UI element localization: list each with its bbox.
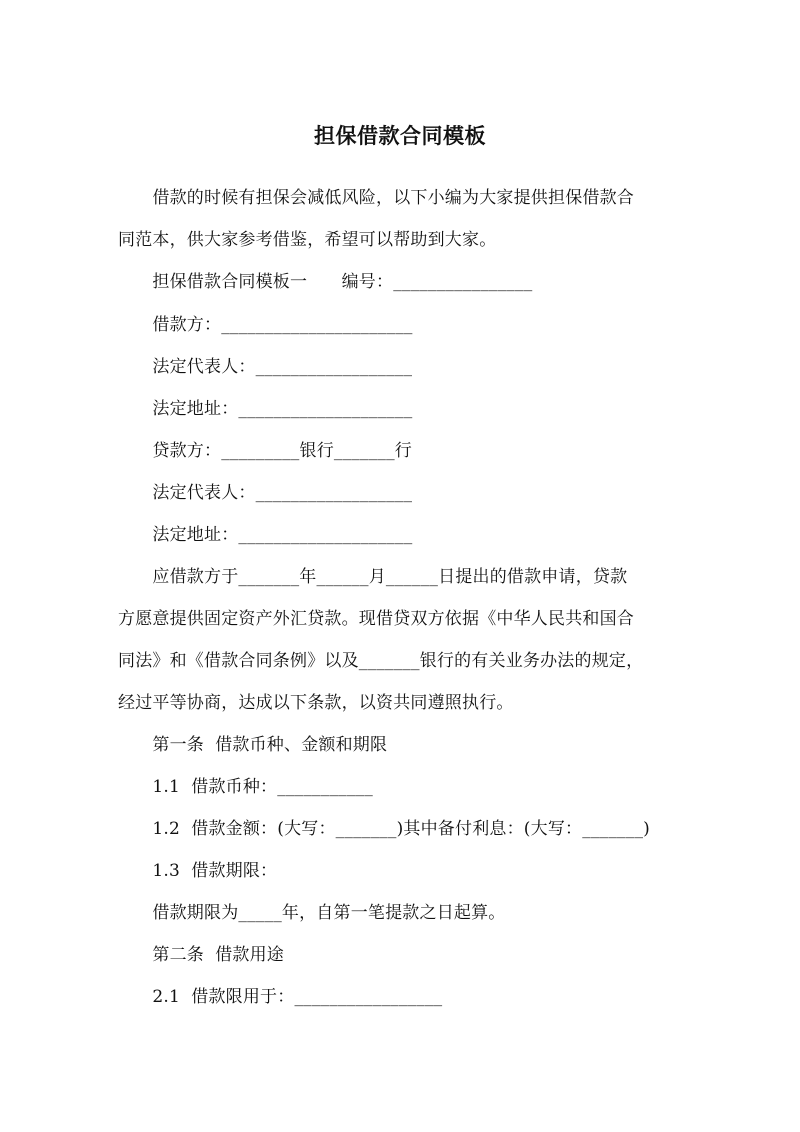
paragraph-line: 1.1 借款币种：___________	[118, 777, 373, 797]
paragraph-line: 同法》和《借款合同条例》以及_______银行的有关业务办法的规定，	[118, 651, 644, 671]
paragraph-line: 法定地址：____________________	[118, 525, 413, 545]
paragraph-line: 1.2 借款金额：(大写：_______)其中备付利息：(大写：_______)	[118, 819, 650, 839]
paragraph-line: 借款的时候有担保会减低风险，以下小编为大家提供担保借款合	[118, 188, 634, 208]
paragraph-line: 1.3 借款期限：	[118, 861, 278, 881]
paragraph-line: 担保借款合同模板一 编号：________________	[118, 272, 533, 292]
paragraph-line: 法定代表人：__________________	[118, 483, 413, 503]
paragraph-line: 应借款方于_______年______月______日提出的借款申请，贷款	[118, 567, 628, 587]
paragraph-line: 第二条 借款用途	[118, 945, 285, 965]
paragraph-line: 第一条 借款币种、金额和期限	[118, 735, 388, 755]
paragraph-line: 经过平等协商，达成以下条款，以资共同遵照执行。	[118, 693, 514, 713]
paragraph-line: 同范本，供大家参考借鉴，希望可以帮助到大家。	[118, 230, 497, 250]
paragraph-line: 贷款方：_________银行_______行	[118, 441, 412, 461]
paragraph-line: 2.1 借款限用于：_________________	[118, 987, 443, 1007]
paragraph-line: 法定地址：____________________	[118, 399, 413, 419]
paragraph-line: 借款方：______________________	[118, 315, 413, 335]
paragraph-line: 方愿意提供固定资产外汇贷款。现借贷双方依据《中华人民共和国合	[118, 609, 634, 629]
paragraph-line: 法定代表人：__________________	[118, 357, 413, 377]
paragraph-line: 借款期限为_____年，自第一笔提款之日起算。	[118, 903, 506, 923]
document-title: 担保借款合同模板	[314, 123, 486, 148]
